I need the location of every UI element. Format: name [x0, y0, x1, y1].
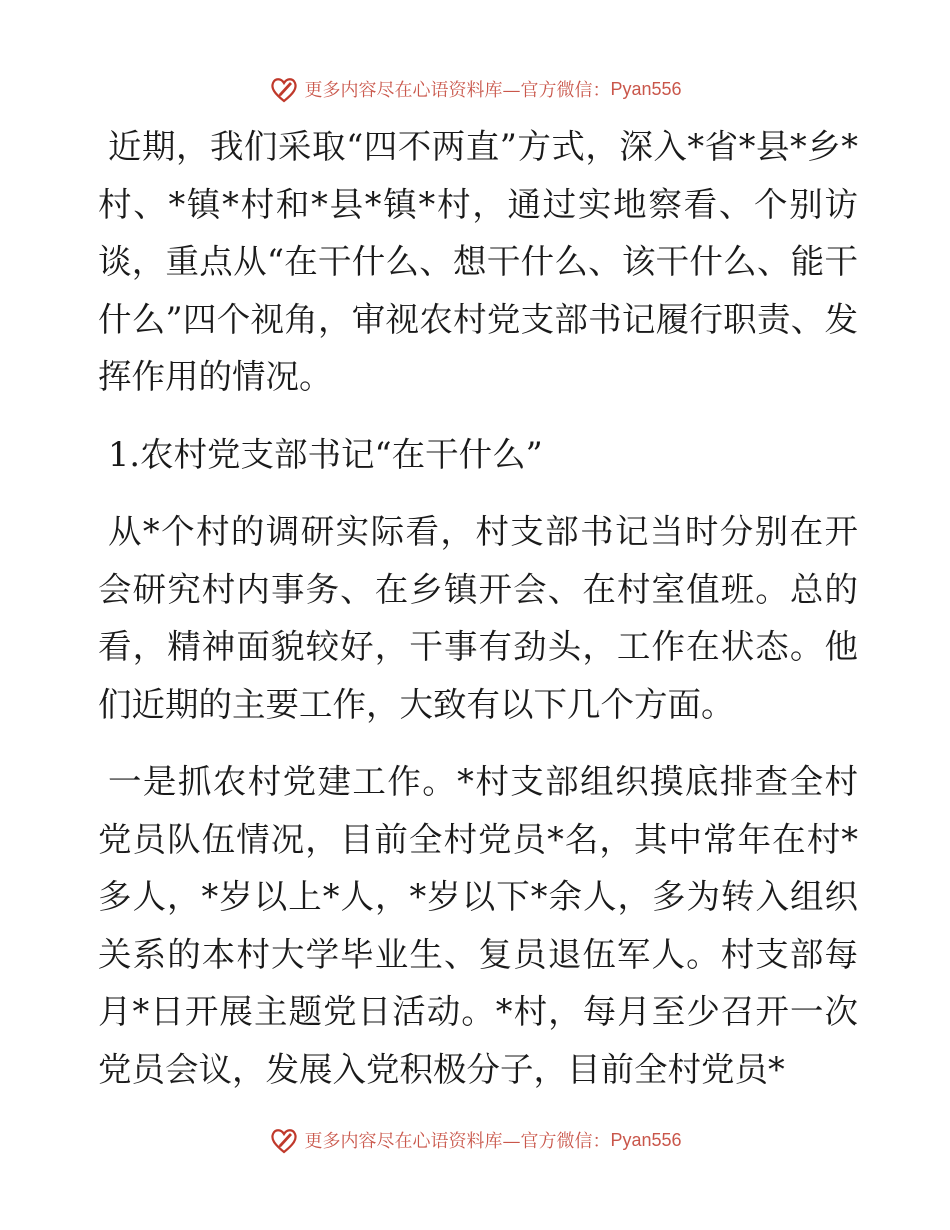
heart-pen-logo-icon: [268, 73, 300, 105]
section-heading: 1.农村党支部书记“在干什么”: [108, 434, 543, 474]
watermark-wechat-id: Pyan556: [610, 78, 682, 99]
watermark-text: 更多内容尽在心语资料库—官方微信：: [304, 1131, 611, 1152]
footer-watermark: [0, 1124, 950, 1156]
document-body: [98, 118, 858, 1118]
watermark-wechat-id: Pyan556: [610, 1129, 682, 1150]
paragraph-party-building: 一是抓农村党建工作。*村支部组织摸底排查全村党员队伍情况，目前全村党员*名，其中常年在村*多人，*岁以上*人，*岁以下*余人，多为转入组织关系的本村大学毕业生、复员退伍军人。村支部每月*日开展主题党日活动。*村，每月至少召开一次党员会议，发展入党积极分子，目前全村党员*: [98, 762, 858, 1089]
heart-pen-logo-icon: [268, 1124, 300, 1156]
header-watermark: [0, 73, 950, 105]
paragraph-survey: 从*个村的调研实际看，村支部书记当时分别在开会研究村内事务、在乡镇开会、在村室值班。总的看，精神面貌较好，干事有劲头，工作在状态。他们近期的主要工作，大致有以下几个方面。: [98, 512, 858, 724]
paragraph-intro: 近期，我们采取“四不两直”方式，深入*省*县*乡*村、*镇*村和*县*镇*村，通过实地察看、个别访谈，重点从“在干什么、想干什么、该干什么、能干什么”四个视角，审视农村党支部书记履行职责、发挥作用的情况。: [98, 127, 858, 396]
watermark-text: 更多内容尽在心语资料库—官方微信：: [304, 80, 611, 101]
